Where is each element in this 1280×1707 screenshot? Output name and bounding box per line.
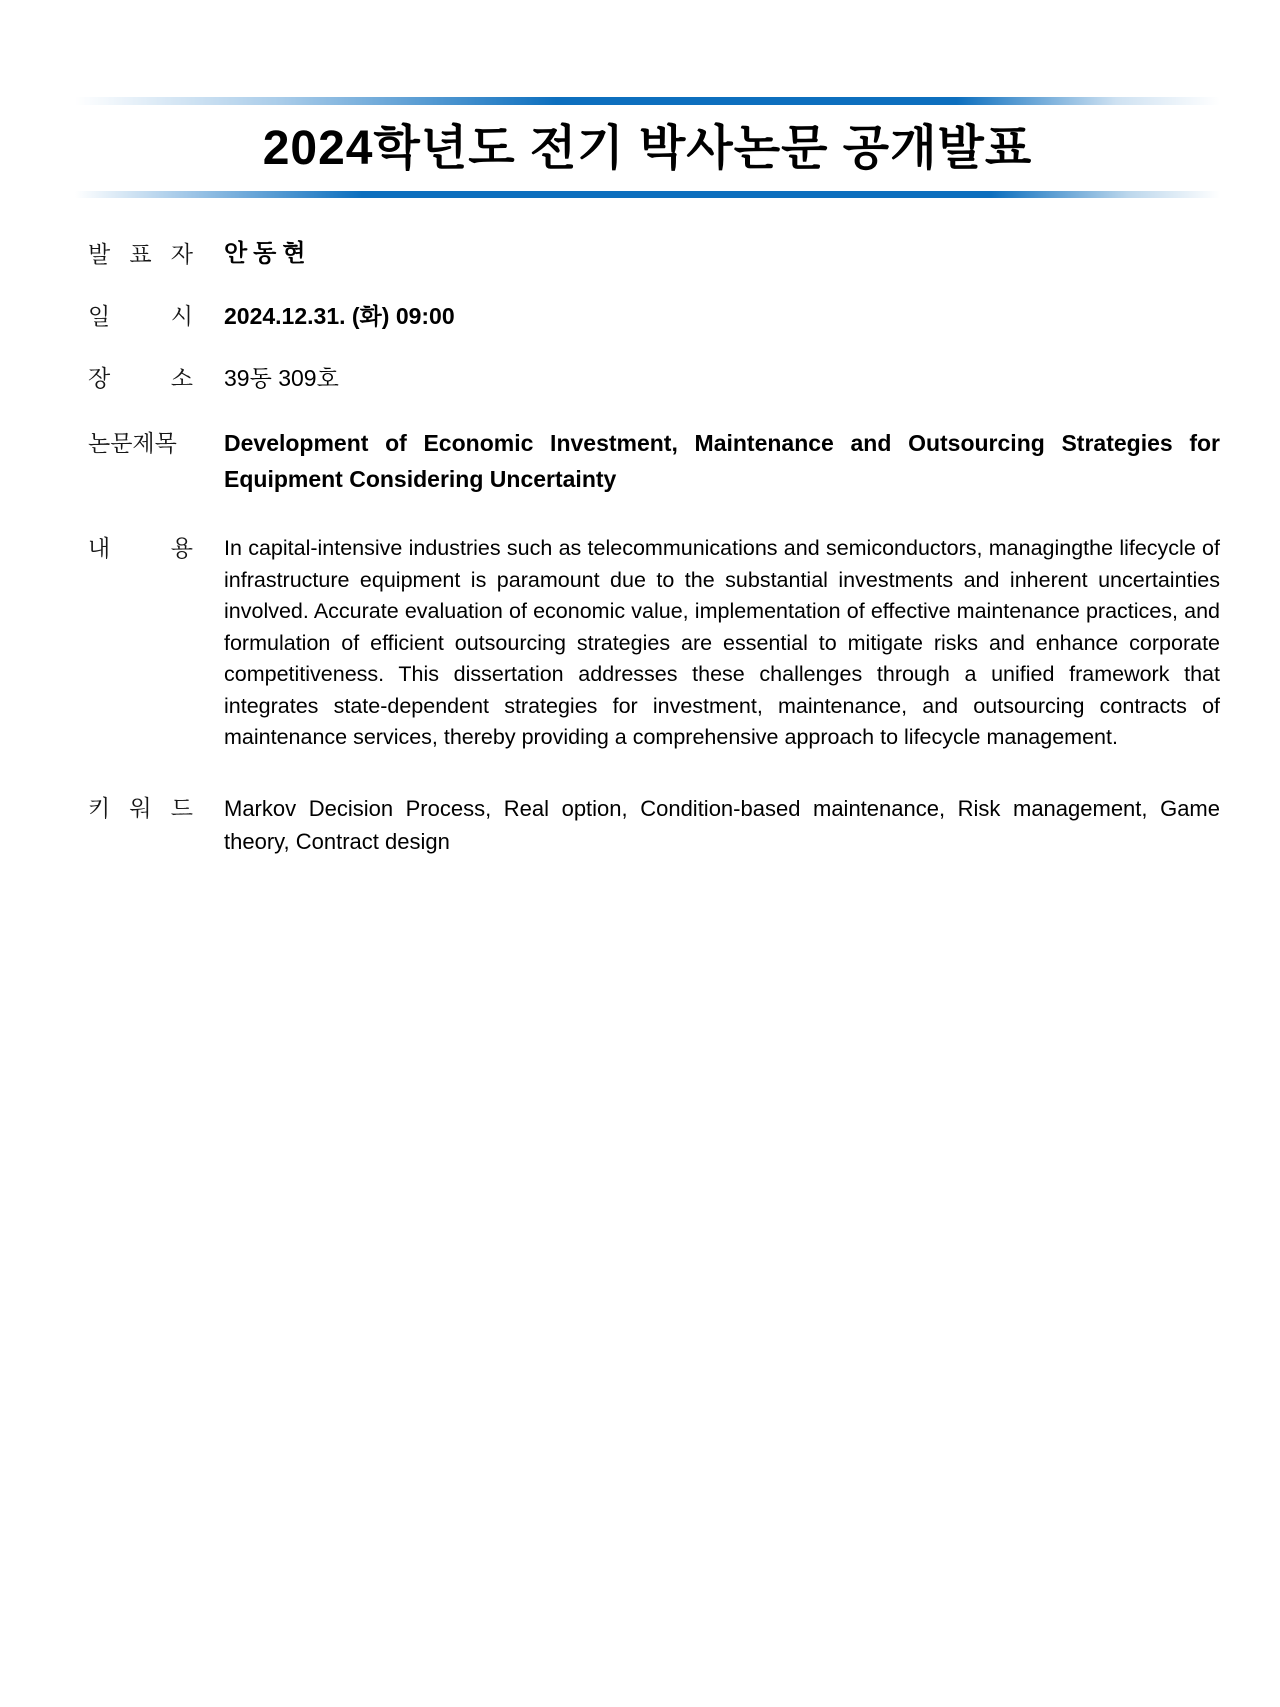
thesis-title-label: 논문제목 [88, 430, 177, 456]
top-gradient-bar [75, 97, 1220, 105]
keywords-value: Markov Decision Process, Real option, Condition-based maintenance, Risk management, Game theory, Contract design [224, 795, 1220, 854]
datetime-label: 일 시 [88, 303, 193, 329]
bottom-gradient-bar [75, 191, 1220, 198]
abstract-value: In capital-intensive industries such as telecommunications and semiconductors, managingthe lifecycle of infrastructure equipment is paramount due to the substantial investments and inherent uncertainties involved. Accurate evaluation of economic value, implementation of effective maintenance practices, and formulation of efficient outsourcing strategies are essential to mitigate risks and enhance corporate competitiveness. This dissertation addresses these challenges through a unified framework that integrates state-dependent strategies for investment, maintenance, and outsourcing contracts of maintenance services, thereby providing a comprehensive approach to lifecycle management. [224, 536, 1220, 749]
thesis-title-row [75, 425, 1220, 497]
abstract-label: 내 용 [88, 535, 193, 561]
title-banner [75, 97, 1220, 198]
info-fields [75, 239, 1220, 858]
page-title: 2024학년도 전기 박사논문 공개발표 [262, 122, 1033, 175]
location-value: 39동 309호 [224, 365, 339, 391]
keywords-row [75, 792, 1220, 858]
presenter-row [75, 239, 1220, 269]
datetime-row [75, 301, 1220, 331]
presenter-value: 안동현 [224, 240, 312, 267]
presenter-label: 발 표 자 [88, 241, 193, 267]
datetime-value: 2024.12.31. (화) 09:00 [224, 303, 455, 329]
abstract-row [75, 533, 1220, 754]
keywords-label: 키 워 드 [88, 794, 193, 821]
location-label: 장 소 [88, 365, 193, 391]
location-row [75, 363, 1220, 393]
thesis-title-value: Development of Economic Investment, Maintenance and Outsourcing Strategies for Equipment Considering Uncertainty [224, 430, 1220, 492]
